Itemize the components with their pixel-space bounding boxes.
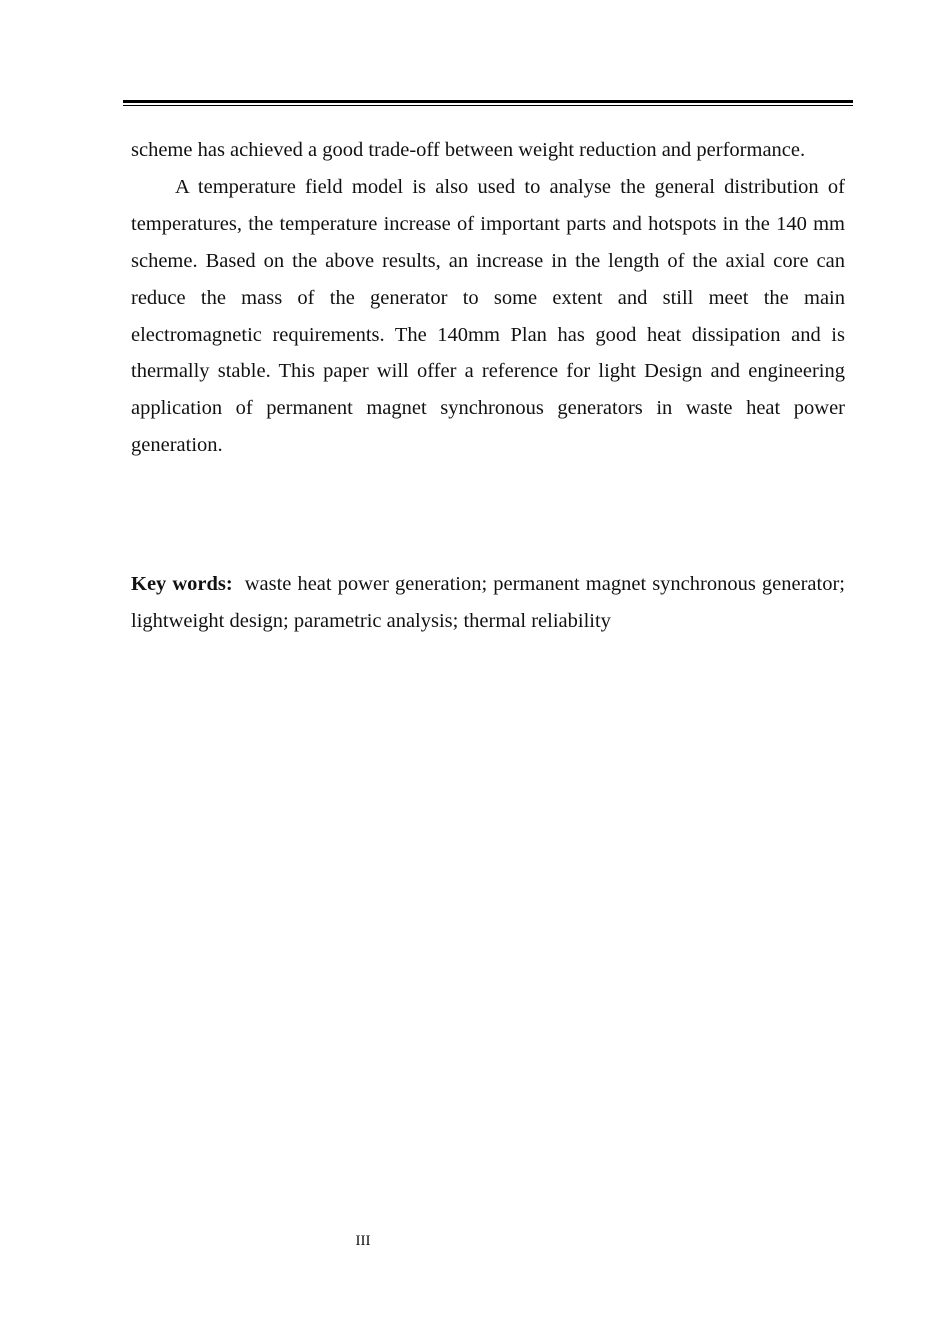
abstract-paragraph-temperature: A temperature field model is also used to analyse the general distribution of temperatures, the temperature increase of important parts and hotspots in the 140 mm scheme. Based on the above results, an increase in the length of the axial core can reduce the mass of the generator to some extent and still meet the main electromagnetic requirements. The 140mm Plan has good heat dissipation and is thermally stable. This paper will offer a reference for light Design and engineering application of permanent magnet synchronous generators in waste heat power generation. xyxy=(131,175,845,457)
keywords-text: waste heat power generation; permanent magnet synchronous generator; lightweight design; parametric analysis; thermal reliability xyxy=(131,573,845,632)
page-number: III xyxy=(355,1233,371,1249)
header-rule-thin xyxy=(123,105,853,106)
header-double-rule xyxy=(123,100,853,107)
keywords-label: Key words: xyxy=(131,573,233,595)
abstract-body xyxy=(131,132,845,464)
keywords-section xyxy=(131,566,845,640)
header-rule-thick xyxy=(123,100,853,103)
abstract-paragraph-continuation: scheme has achieved a good trade-off between weight reduction and performance. xyxy=(131,139,806,161)
